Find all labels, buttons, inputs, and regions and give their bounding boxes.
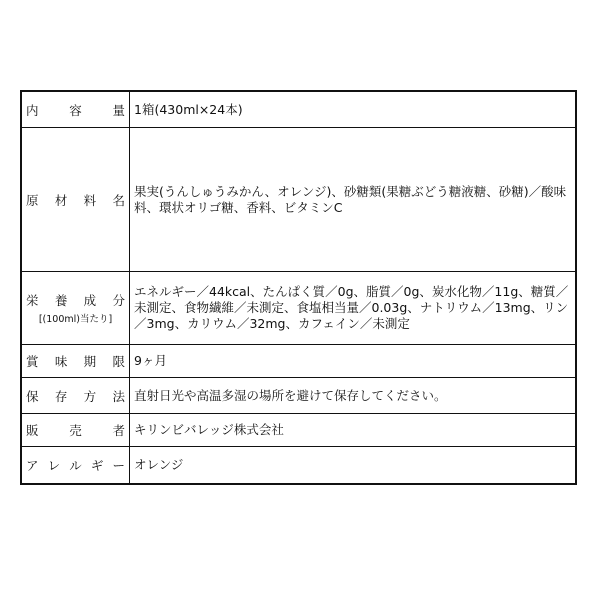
- label-char: 量: [112, 102, 125, 118]
- label-char: 方: [83, 388, 97, 404]
- value-allergy: [130, 447, 575, 483]
- contents-text: 1箱(430ml×24本): [134, 101, 243, 117]
- label-char: 材: [54, 192, 68, 208]
- storage-text: 直射日光や高温多湿の場所を避けて保存してください。: [134, 387, 447, 403]
- row-storage: [22, 377, 575, 413]
- label-char: 成: [83, 293, 97, 308]
- label-char: ギ: [90, 458, 104, 473]
- value-storage: [130, 378, 575, 413]
- best-before-text: 9ヶ月: [134, 353, 167, 368]
- nutrition-text: エネルギー／44kcal、たんぱく質／0g、脂質／0g、炭水化物／11g、糖質／未測定、食物繊維／未測定、食塩相当量／0.03g、ナトリウム／13mg、リン／3mg、カリウム／32mg、カフェイン／未測定: [134, 284, 569, 331]
- value-contents: [130, 92, 575, 127]
- label-char: 味: [54, 354, 68, 369]
- label-contents: [22, 92, 130, 127]
- label-char: 保: [26, 388, 39, 404]
- row-nutrition: [22, 271, 575, 344]
- label-char: レ: [47, 458, 61, 473]
- label-seller: [22, 414, 130, 446]
- label-char: 販: [26, 423, 39, 438]
- value-seller: [130, 414, 575, 446]
- nutrition-basis: [(100ml)当たり]: [38, 314, 113, 325]
- allergy-text: オレンジ: [134, 457, 184, 472]
- label-char: 栄: [26, 293, 39, 308]
- label-allergy: [22, 447, 130, 483]
- label-ingredients: [22, 128, 130, 271]
- label-best-before: [22, 345, 130, 377]
- label-char: ー: [112, 458, 125, 473]
- label-char: 期: [83, 354, 97, 369]
- ingredients-text: 果実(うんしゅうみかん、オレンジ)、砂糖類(果糖ぶどう糖液糖、砂糖)／酸味料、環状オリゴ糖、香料、ビタミンC: [134, 183, 567, 215]
- label-char: 内: [26, 102, 39, 118]
- label-char: 容: [69, 102, 82, 118]
- value-ingredients: [130, 128, 575, 271]
- product-info-table: [20, 90, 577, 485]
- label-char: 存: [54, 388, 68, 404]
- label-char: 売: [69, 423, 82, 438]
- label-char: 分: [112, 293, 125, 308]
- label-char: 養: [54, 293, 68, 308]
- row-ingredients: [22, 127, 575, 271]
- value-nutrition: [130, 272, 575, 344]
- value-best-before: [130, 345, 575, 377]
- row-seller: [22, 413, 575, 446]
- label-nutrition: [22, 272, 130, 344]
- seller-text: キリンビバレッジ株式会社: [134, 422, 284, 437]
- label-char: 名: [112, 192, 125, 208]
- row-best-before: [22, 344, 575, 377]
- label-char: 料: [83, 192, 97, 208]
- label-char: 賞: [26, 354, 39, 369]
- label-char: 限: [112, 354, 125, 369]
- label-char: 法: [112, 388, 125, 404]
- label-char: ア: [26, 458, 39, 473]
- label-storage: [22, 378, 130, 413]
- row-contents: [22, 92, 575, 127]
- label-char: 原: [26, 192, 39, 208]
- label-char: 者: [112, 423, 125, 438]
- label-char: ル: [69, 458, 82, 473]
- row-allergy: [22, 446, 575, 483]
